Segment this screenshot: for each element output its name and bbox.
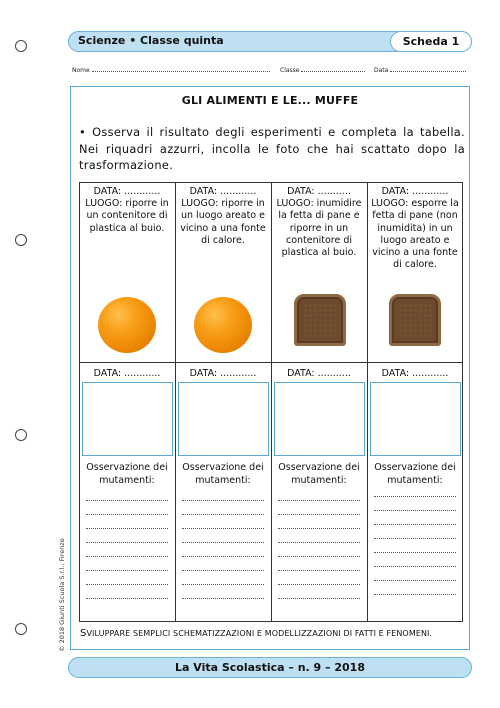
writing-line[interactable]: [374, 524, 456, 525]
date-field[interactable]: [374, 67, 466, 74]
photo-box-4[interactable]: [370, 382, 461, 456]
date-label: Data: [374, 67, 389, 74]
writing-line[interactable]: [278, 598, 360, 599]
column-3-text: LUOGO: inumidire la fetta di pane e riporre in un contenitore di plastica al buio.: [276, 198, 362, 259]
column-3-result-date: DATA: ...........: [287, 368, 351, 379]
writing-line[interactable]: [182, 570, 264, 571]
writing-line[interactable]: [374, 496, 456, 497]
column-1-instructions: [80, 186, 174, 235]
objective-initial: S: [80, 628, 87, 639]
writing-line[interactable]: [86, 542, 168, 543]
writing-line[interactable]: [278, 528, 360, 529]
class-label: Classe: [280, 67, 300, 74]
copyright-notice: © 2018 Giunti Scuola S.r.l., Firenze: [58, 538, 66, 652]
writing-line[interactable]: [86, 556, 168, 557]
orange-image-2: [194, 297, 252, 353]
writing-line[interactable]: [278, 556, 360, 557]
table-col-divider-1: [175, 182, 176, 622]
writing-line[interactable]: [278, 542, 360, 543]
column-4-text: LUOGO: esporre la fetta di pane (non inumidita) in un luogo areato e vicino a una fonte di calore.: [371, 198, 459, 271]
column-2-result-date: DATA: ............: [189, 368, 257, 379]
writing-line[interactable]: [182, 514, 264, 515]
column-4-result-date: DATA: ............: [381, 368, 449, 379]
writing-line[interactable]: [86, 598, 168, 599]
writing-line[interactable]: [374, 566, 456, 567]
writing-line[interactable]: [182, 542, 264, 543]
column-2-instructions: [176, 186, 270, 247]
bread-slice-image-2: [389, 294, 441, 346]
writing-line[interactable]: [86, 584, 168, 585]
writing-line[interactable]: [182, 500, 264, 501]
photo-box-2[interactable]: [178, 382, 269, 456]
writing-line[interactable]: [182, 598, 264, 599]
name-label: Nome: [72, 67, 90, 74]
writing-line[interactable]: [86, 514, 168, 515]
writing-line[interactable]: [278, 514, 360, 515]
photo-box-3[interactable]: [274, 382, 365, 456]
writing-line[interactable]: [278, 584, 360, 585]
bread-slice-image-1: [294, 294, 346, 346]
binder-hole-4: [15, 623, 27, 635]
column-2-date: DATA: ............: [189, 186, 257, 197]
column-2-text: LUOGO: riporre in un luogo areato e vicino a una fonte di calore.: [180, 198, 266, 246]
observation-label-1: Osservazione dei mutamenti:: [86, 462, 168, 486]
orange-image-1: [98, 297, 156, 353]
observation-label-3: Osservazione dei mutamenti:: [278, 462, 360, 486]
writing-line[interactable]: [374, 552, 456, 553]
name-line: [92, 67, 270, 72]
table-row-divider: [79, 362, 463, 363]
writing-line[interactable]: [374, 580, 456, 581]
photo-box-1[interactable]: [82, 382, 173, 456]
writing-line[interactable]: [278, 500, 360, 501]
subject-title: Scienze • Classe quinta: [78, 34, 224, 47]
class-line: [301, 67, 365, 72]
observation-label-2: Osservazione dei mutamenti:: [182, 462, 264, 486]
writing-line[interactable]: [182, 556, 264, 557]
footer-magazine: La Vita Scolastica – n. 9 – 2018: [68, 657, 472, 678]
name-field[interactable]: [72, 67, 270, 74]
writing-line[interactable]: [374, 538, 456, 539]
column-1-date: DATA: ............: [93, 186, 161, 197]
writing-line[interactable]: [374, 594, 456, 595]
binder-hole-2: [15, 234, 27, 246]
column-3-instructions: [272, 186, 366, 259]
sheet-label: Scheda 1: [390, 31, 472, 52]
class-field[interactable]: [280, 67, 365, 74]
writing-line[interactable]: [86, 570, 168, 571]
observation-label-4: Osservazione dei mutamenti:: [374, 462, 456, 486]
binder-hole-3: [15, 429, 27, 441]
writing-line[interactable]: [182, 584, 264, 585]
column-3-date: DATA: ...........: [287, 186, 351, 197]
column-1-text: LUOGO: riporre in un contenitore di plastica al buio.: [85, 198, 169, 234]
worksheet-title: GLI ALIMENTI E LE... MUFFE: [181, 94, 359, 107]
writing-line[interactable]: [278, 570, 360, 571]
learning-objective: [80, 628, 432, 639]
column-4-date: DATA: ............: [381, 186, 449, 197]
objective-text: VILUPPARE SEMPLICI SCHEMATIZZAZIONI E MODELLIZZAZIONI DI FATTI E FENOMENI.: [86, 629, 433, 638]
date-line: [390, 67, 466, 72]
binder-hole-1: [15, 40, 27, 52]
writing-line[interactable]: [86, 500, 168, 501]
writing-line[interactable]: [374, 510, 456, 511]
column-1-result-date: DATA: ............: [93, 368, 161, 379]
column-4-instructions: [368, 186, 462, 271]
writing-line[interactable]: [86, 528, 168, 529]
instructions-text: • Osserva il risultato degli esperimenti e completa la tabella. Nei riquadri azzurri, incolla le foto che hai scattato dopo la trasformazione.: [79, 125, 465, 172]
writing-line[interactable]: [182, 528, 264, 529]
